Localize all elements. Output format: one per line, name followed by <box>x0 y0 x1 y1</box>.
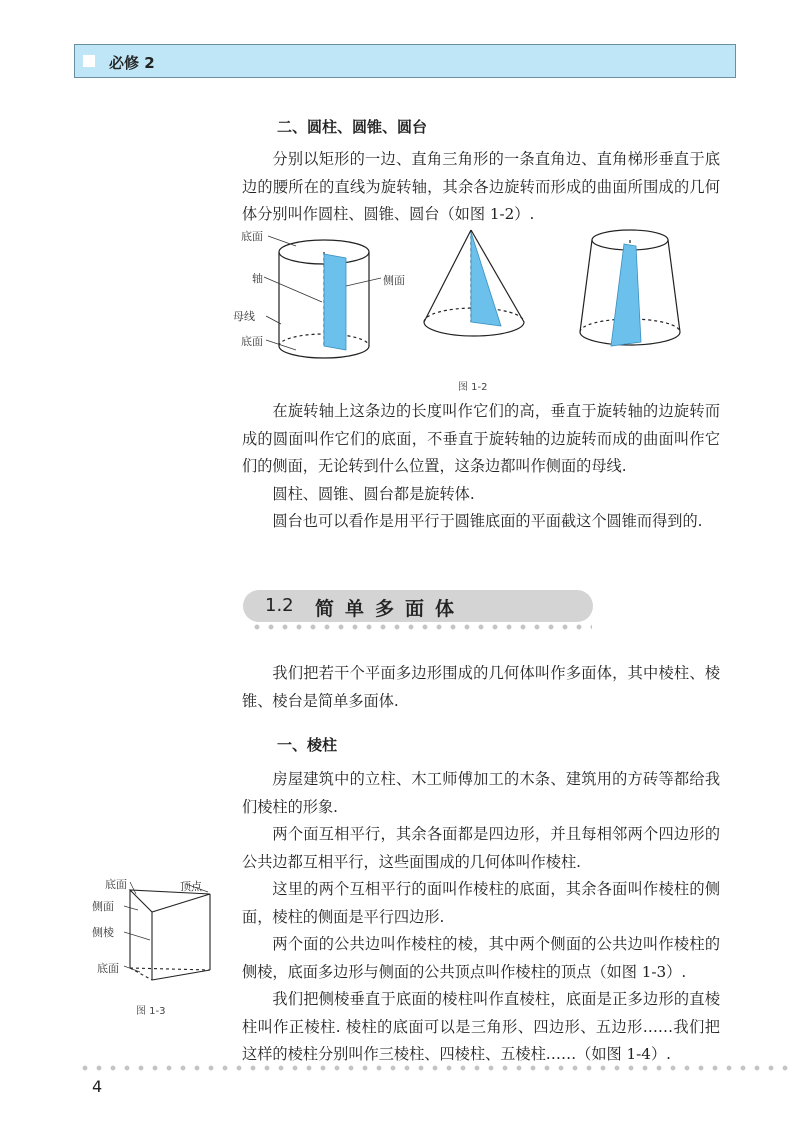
figure-label-top-base: 底面 <box>241 230 263 243</box>
header-square-icon <box>83 55 95 67</box>
section-dotted-rule <box>250 623 592 631</box>
figure-label-prism-lateral-face: 侧面 <box>92 900 114 913</box>
figure-label-generatrix: 母线 <box>233 310 255 323</box>
paragraph-rotation-definition: 分别以矩形的一边、直角三角形的一条直角边、直角梯形垂直于底边的腰所在的直线为旋转轴，其余各边旋转而形成的曲面所围成的几何体分别叫作圆柱、圆锥、圆台（如图 1-2）. <box>242 150 720 223</box>
paragraph-prism-edges: 两个面的公共边叫作棱柱的棱，其中两个侧面的公共边叫作棱柱的侧棱，底面多边形与侧面的公共顶点叫作棱柱的顶点（如图 1-3）. <box>242 935 720 981</box>
header-title: 必修 2 <box>109 54 155 72</box>
section-heading-cylinder-cone-frustum: 二、圆柱、圆锥、圆台 <box>277 118 428 136</box>
paragraph-frustum-cut: 圆台也可以看作是用平行于圆锥底面的平面截这个圆锥而得到的. <box>272 512 703 530</box>
figure-label-prism-vertex: 顶点 <box>180 880 202 893</box>
paragraph-height-base-lateral: 在旋转轴上这条边的长度叫作它们的高，垂直于旋转轴的边旋转而成的圆面叫作它们的底面，不垂直于旋转轴的边旋转而成的曲面叫作它们的侧面，无论转到什么位置，这条边都叫作侧面的母线. <box>242 402 720 475</box>
figure-1-3-caption: 图 1-3 <box>136 1006 166 1017</box>
figure-label-axis: 轴 <box>252 272 263 285</box>
figure-label-prism-lateral-edge: 侧棱 <box>92 926 114 939</box>
section-title: 简单多面体 <box>315 598 466 620</box>
section-heading-prism: 一、棱柱 <box>277 736 338 754</box>
paragraph-prism-definition: 两个面互相平行，其余各面都是四边形，并且每相邻两个四边形的公共边都互相平行，这些面围成的几何体叫作棱柱. <box>242 825 720 871</box>
frustum-rotating-trapezoid <box>611 244 641 346</box>
page-header <box>74 44 736 78</box>
paragraph-right-prism: 我们把侧棱垂直于底面的棱柱叫作直棱柱，底面是正多边形的直棱柱叫作正棱柱. 棱柱的底面可以是三角形、四边形、五边形……我们把这样的棱柱分别叫作三棱柱、四棱柱、五棱柱……（如图 1-4）. <box>242 990 720 1063</box>
cone-rotating-triangle <box>471 232 501 326</box>
figure-label-prism-base-top: 底面 <box>105 878 127 891</box>
paragraph-solids-of-revolution: 圆柱、圆锥、圆台都是旋转体. <box>272 485 475 503</box>
figure-label-bottom-base: 底面 <box>241 335 263 348</box>
figure-1-2-caption: 图 1-2 <box>458 382 488 393</box>
section-banner <box>243 590 593 622</box>
figure-label-prism-base-bottom: 底面 <box>97 962 119 975</box>
section-number: 1.2 <box>265 595 294 616</box>
figure-1-2-solids <box>226 222 726 372</box>
figure-label-lateral: 侧面 <box>383 274 405 287</box>
paragraph-polyhedron-intro: 我们把若干个平面多边形围成的几何体叫作多面体，其中棱柱、棱锥、棱台是简单多面体. <box>242 664 720 710</box>
footer-dotted-rule <box>78 1064 794 1072</box>
paragraph-prism-faces: 这里的两个互相平行的面叫作棱柱的底面，其余各面叫作棱柱的侧面，棱柱的侧面是平行四边形. <box>242 880 720 926</box>
page-number: 4 <box>92 1077 103 1096</box>
cylinder-rotating-rectangle <box>324 254 346 350</box>
paragraph-prism-examples: 房屋建筑中的立柱、木工师傅加工的木条、建筑用的方砖等都给我们棱柱的形象. <box>242 770 720 816</box>
